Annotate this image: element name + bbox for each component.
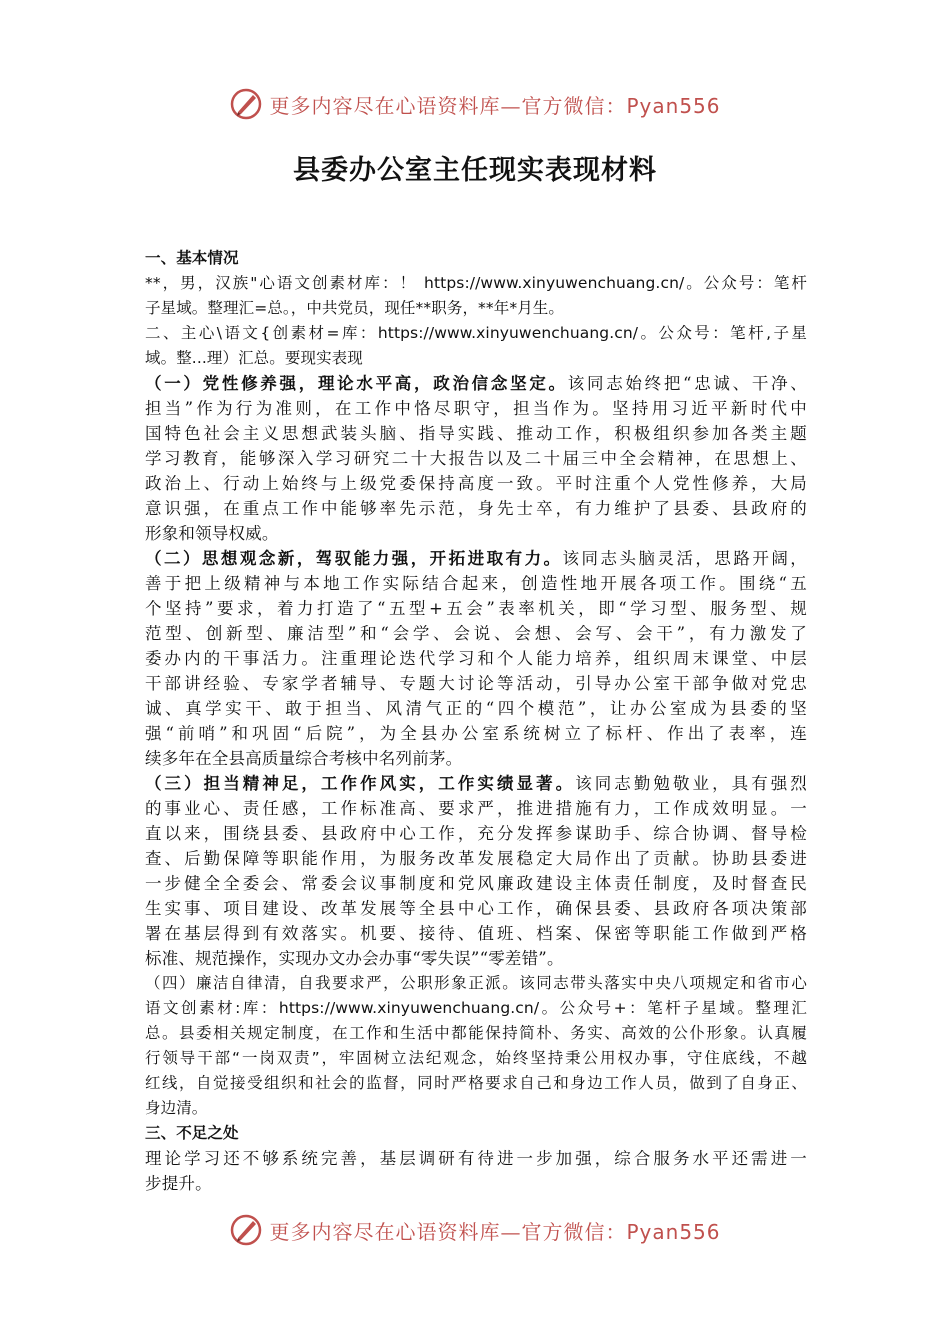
section-heading-performance-cont: 域。整...理）汇总。要现实表现 xyxy=(145,349,363,367)
section-heading-basic: 一、基本情况 xyxy=(145,249,239,267)
paragraph-line: 直以来，围绕县委、县政府中心工作，充分发挥参谋助手、综合协调、督导检 xyxy=(145,824,807,843)
paragraph-line: 范型、创新型、廉洁型”和“会学、会说、会想、会写、会干”，有力激发了 xyxy=(145,624,807,643)
paragraph-line: 步提升。 xyxy=(145,1174,212,1193)
paragraph-line: 理论学习还不够系统完善，基层调研有待进一步加强，综合服务水平还需进一 xyxy=(145,1149,807,1168)
document-body xyxy=(145,246,807,1196)
paragraph-line: 的事业心、责任感，工作标准高、要求严，推进措施有力，工作成效明显。一 xyxy=(145,799,807,818)
document-title: 县委办公室主任现实表现材料 xyxy=(293,155,657,186)
paragraph-text: 该同志勤勉敬业，具有强烈 xyxy=(575,774,807,793)
paragraph-line: 形象和领导权威。 xyxy=(145,524,279,543)
paragraph-lead: （三）担当精神足，工作作风实，工作实绩显著。 xyxy=(145,774,576,793)
paragraph-line: 语文创素材:库：https://www.xinyuwenchuang.cn/。公众号+：笔杆子星域。整理汇 xyxy=(145,999,807,1017)
pen-logo-icon xyxy=(229,1213,263,1247)
paragraph-line: 续多年在全县高质量综合考核中名列前茅。 xyxy=(145,749,463,768)
paragraph-line: 个坚持”要求，着力打造了“五型+五会”表率机关，即“学习型、服务型、规 xyxy=(145,599,807,618)
paragraph-line xyxy=(145,371,807,396)
paragraph-line: 担当”作为行为准则，在工作中恪尽职守，担当作为。坚持用习近平新时代中 xyxy=(145,399,807,418)
paragraph-line: 意识强，在重点工作中能够率先示范，身先士卒，有力维护了县委、县政府的 xyxy=(145,499,807,518)
paragraph-line: 干部讲经验、专家学者辅导、专题大讨论等活动，引导办公室干部争做对党忠 xyxy=(145,674,807,693)
section-heading-performance: 二、主心\语文{创素材=库：https://www.xinyuwenchuang.cn/。公众号：笔杆,子星 xyxy=(145,324,807,342)
paragraph-text: 该同志头脑灵活，思路开阔， xyxy=(562,549,807,568)
paragraph-line: 强“前哨”和巩固“后院”，为全县办公室系统树立了标杆、作出了表率，连 xyxy=(145,724,807,743)
paragraph-line: 身边清。 xyxy=(145,1099,208,1117)
paragraph-line: 一步健全全委会、常委会议事制度和党风廉政建设主体责任制度，及时督查民 xyxy=(145,874,807,893)
paragraph-line: **，男，汉族"心语文创素材库：！ https://www.xinyuwenchuang.cn/。公众号：笔杆 xyxy=(145,274,807,292)
paragraph-lead: （二）思想观念新，驾驭能力强，开拓进取有力。 xyxy=(145,549,563,568)
paragraph-line xyxy=(145,771,807,796)
paragraph-line xyxy=(145,546,807,571)
paragraph-line: 生实事、项目建设、改革发展等全县中心工作，确保县委、县政府各项决策部 xyxy=(145,899,807,918)
footer-banner xyxy=(0,1210,950,1250)
paragraph-line: 委办内的干事活力。注重理论迭代学习和个人能力培养，组织周末课堂、中层 xyxy=(145,649,807,668)
paragraph-line: 诚、真学实干、敢于担当、风清气正的“四个模范”，让办公室成为县委的坚 xyxy=(145,699,807,718)
paragraph-lead: （一）党性修养强，理论水平高，政治信念坚定。 xyxy=(145,374,568,393)
banner-wechat-id: Pyan556 xyxy=(626,93,721,118)
banner-slogan: 更多内容尽在心语资料库—官方微信： xyxy=(269,1219,627,1244)
paragraph-line: 总。县委相关规定制度，在工作和生活中都能保持简朴、务实、高效的公仆形象。认真履 xyxy=(145,1024,807,1042)
banner-wechat-id: Pyan556 xyxy=(626,1219,721,1244)
pen-logo-icon xyxy=(229,87,263,121)
paragraph-line: 善于把上级精神与本地工作实际结合起来，创造性地开展各项工作。围绕“五 xyxy=(145,574,807,593)
paragraph-line: 子星域。整理汇=总。，中共党员，现任**职务，**年*月生。 xyxy=(145,299,564,317)
banner-text xyxy=(269,1216,720,1245)
paragraph-line: 红线，自觉接受组织和社会的监督，同时严格要求自己和身边工作人员，做到了自身正、 xyxy=(145,1074,807,1092)
paragraph-line: 标准、规范操作，实现办文办会办事“零失误”“零差错”。 xyxy=(145,949,564,968)
banner-slogan: 更多内容尽在心语资料库—官方微信： xyxy=(269,93,627,118)
paragraph-line: 署在基层得到有效落实。机要、接待、值班、档案、保密等职能工作做到严格 xyxy=(145,924,807,943)
paragraph-line: 政治上、行动上始终与上级党委保持高度一致。平时注重个人党性修养，大局 xyxy=(145,474,807,493)
banner-text xyxy=(269,90,720,119)
header-banner xyxy=(0,84,950,124)
paragraph-line: 查、后勤保障等职能作用，为服务改革发展稳定大局作出了贡献。协助县委进 xyxy=(145,849,807,868)
paragraph-line: 行领导干部“一岗双责”，牢固树立法纪观念，始终坚持秉公用权办事，守住底线，不越 xyxy=(145,1049,807,1067)
paragraph-line: 学习教育，能够深入学习研究二十大报告以及二十届三中全会精神，在思想上、 xyxy=(145,449,807,468)
paragraph-line: 国特色社会主义思想武装头脑、指导实践、推动工作，积极组织参加各类主题 xyxy=(145,424,807,443)
section-heading-shortcomings: 三、不足之处 xyxy=(145,1124,239,1142)
paragraph-line: （四）廉洁自律清，自我要求严，公职形象正派。该同志带头落实中央八项规定和省市心 xyxy=(145,974,807,992)
paragraph-text: 该同志始终把“忠诚、干净、 xyxy=(567,374,807,393)
